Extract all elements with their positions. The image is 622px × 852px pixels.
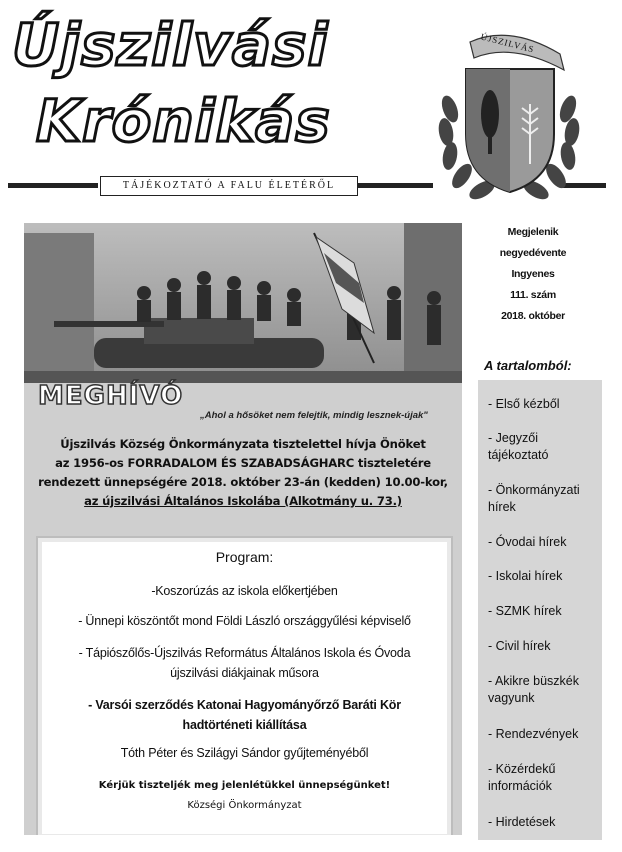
masthead-tagline: TÁJÉKOZTATÓ A FALU ÉLETÉRŐL [100,176,358,196]
program-item: -Koszorúzás az iskola előkertjében [151,584,338,598]
contents-item: - SZMK hírek [488,604,562,618]
contents-item: - Rendezvények [488,727,579,741]
issue-date: 2018. október [501,310,565,322]
contents-heading: A tartalomból: [484,358,572,373]
program-item: újszilvási diákjainak műsora [170,666,319,680]
program-title: Program: [215,549,274,565]
program-item: hadtörténeti kiállítása [182,718,307,732]
contents-item: - Óvodai hírek [488,535,567,549]
contents-item: - Iskolai hírek [488,569,563,583]
masthead-title-line2: Krónikás [36,87,331,155]
issue-number: 111. szám [510,289,556,301]
masthead-rule-left [8,183,98,188]
crest-label: ÚJSZILVÁS [479,31,536,55]
program-item: - Varsói szerződés Katonai Hagyományőrző Baráti Kör [88,698,401,712]
invitation-line: rendezett ünnepségére 2018. október 23-án (kedden) 10.00-kor, [38,475,448,489]
invitation-poster [24,223,462,835]
issue-frequency-2: negyedévente [499,247,567,259]
program-item: Tóth Péter és Szilágyi Sándor gyűjteményéből [120,746,369,760]
masthead-rule-right [357,183,433,188]
invitation-line: Újszilvás Község Önkormányzata tisztelettel hívja Önöket [60,437,426,451]
invitation-line: az újszilvási Általános Iskolába (Alkotmány u. 73.) [84,494,402,508]
contents-item: - Önkormányzati hírek [488,483,580,514]
contents-item: - Civil hírek [488,639,551,653]
revolution-photo [24,223,462,383]
issue-frequency: Megjelenik [507,226,559,238]
program-box [38,538,451,835]
program-item: - Ünnepi köszöntőt mond Földi László országgyűlési képviselő [78,614,411,628]
program-footer: Kérjük tiszteljék meg jelenlétükkel ünnepségünket! [98,780,391,791]
invitation-quote: „Ahol a hősöket nem felejtik, mindig lesznek-újak" [200,410,428,421]
contents-item: - Hirdetések [488,815,556,829]
village-crest-icon [430,14,590,204]
invitation-heading: MEGHÍVÓ [38,381,184,411]
contents-box [478,380,602,840]
invitation-line: az 1956-os FORRADALOM ÉS SZABADSÁGHARC tiszteletére [55,456,431,470]
issue-info [478,222,588,327]
contents-item: - Jegyzői tájékoztató [488,431,549,462]
invitation-text [34,435,452,511]
contents-item: - Akikre büszkék vagyunk [488,674,580,705]
program-item: - Tápiószőlős-Újszilvás Református Általános Iskola és Óvoda [78,646,411,660]
issue-price: Ingyenes [511,268,555,280]
contents-item: - Első kézből [488,397,560,411]
program-signature: Községi Önkormányzat [187,800,302,811]
masthead-title-line1: Újszilvási [12,11,329,79]
contents-item: - Közérdekű információk [488,762,556,793]
